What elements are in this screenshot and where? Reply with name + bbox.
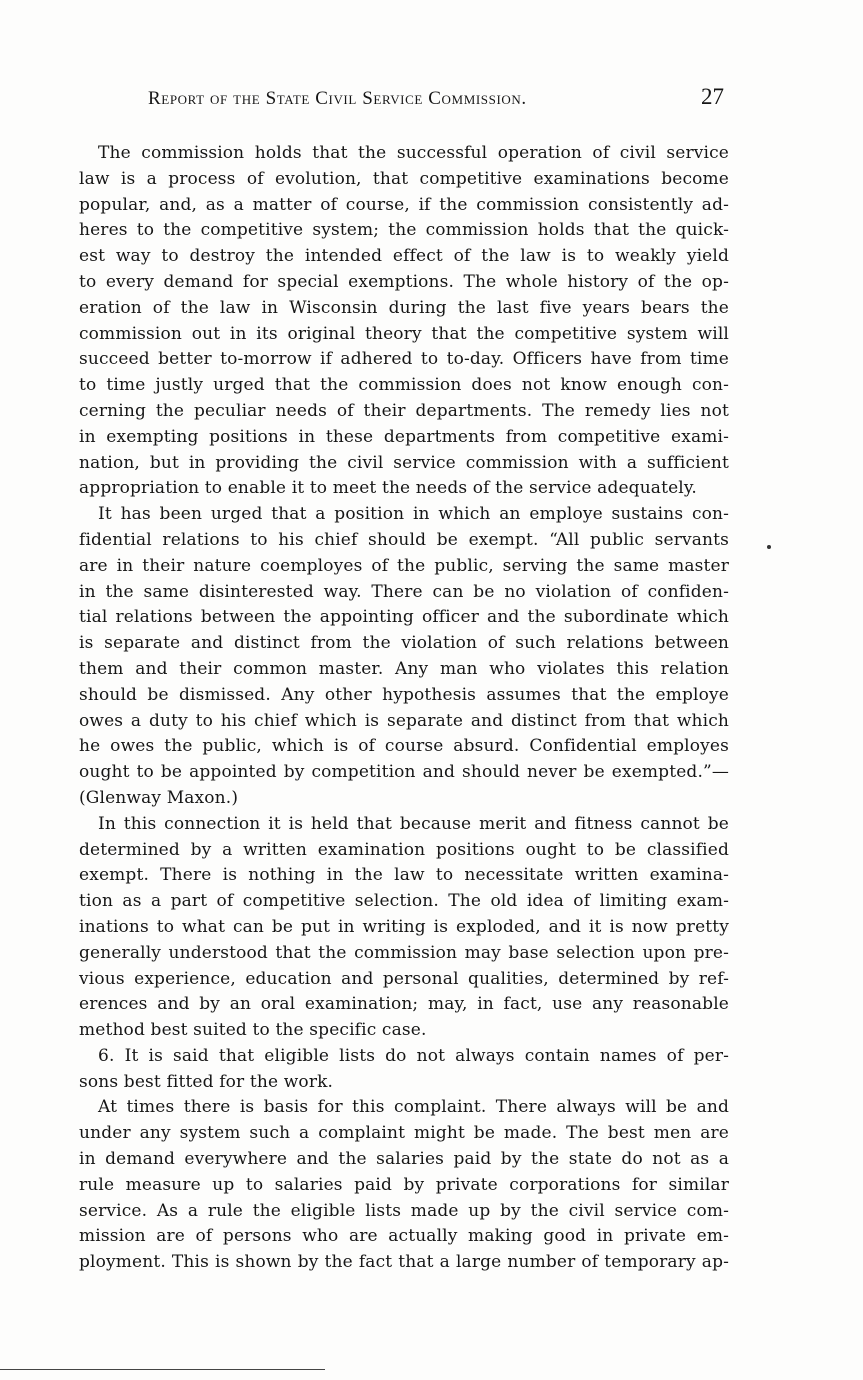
text-line: ought to be appointed by competition and should never be exempted.”— — [79, 762, 729, 783]
text-line: The commission holds that the successful operation of civil service — [98, 143, 729, 163]
text-line: ployment. This is shown by the fact that a large number of temporary ap- — [79, 1252, 729, 1273]
text-line: he owes the public, which is of course absurd. Confidential employes — [79, 736, 729, 757]
page-number: 27 — [701, 84, 724, 109]
text-line: mission are of persons who are actually making good in private em- — [79, 1226, 729, 1247]
paragraph-5 — [79, 1095, 729, 1276]
paragraph-2 — [79, 502, 729, 812]
text-line: est way to destroy the intended effect of the law is to weakly yield — [79, 246, 729, 267]
text-line: tion as a part of competitive selection. The old idea of limiting exam- — [79, 891, 729, 912]
running-head: Report of the State Civil Service Commission. — [148, 88, 527, 109]
text-line: sons best fitted for the work. — [79, 1071, 334, 1092]
text-line: nation, but in providing the civil service commission with a sufficient — [79, 452, 729, 473]
text-line: eration of the law in Wisconsin during the last five years bears the — [79, 297, 729, 318]
text-line: to every demand for special exemptions. The whole history of the op- — [79, 271, 729, 292]
text-line: heres to the competitive system; the commission holds that the quick- — [79, 220, 729, 241]
text-line: method best suited to the specific case. — [79, 1020, 427, 1041]
text-line: determined by a written examination positions ought to be classified — [79, 839, 729, 860]
text-line: should be dismissed. Any other hypothesis assumes that the employe — [79, 684, 729, 705]
text-line: popular, and, as a matter of course, if the commission consistently ad- — [79, 194, 729, 215]
text-line: exempt. There is nothing in the law to necessitate written examina- — [79, 865, 729, 886]
text-line: succeed better to-morrow if adhered to to-day. Officers have from time — [79, 349, 729, 370]
text-line: them and their common master. Any man who violates this relation — [79, 658, 729, 679]
text-line: inations to what can be put in writing is exploded, and it is now pretty — [79, 916, 729, 937]
text-line: fidential relations to his chief should be exempt. “All public servants — [79, 529, 729, 550]
body-text — [79, 141, 729, 1276]
text-line: tial relations between the appointing officer and the subordinate which — [79, 607, 729, 628]
text-line: commission out in its original theory that the competitive system will — [79, 323, 729, 344]
text-line: to time justly urged that the commission does not know enough con- — [79, 375, 729, 396]
text-line: rule measure up to salaries paid by private corporations for similar — [79, 1174, 729, 1195]
text-line: in the same disinterested way. There can be no violation of confiden- — [79, 581, 729, 602]
text-line: At times there is basis for this complaint. There always will be and — [98, 1097, 729, 1118]
text-line: law is a process of evolution, that competitive examinations become — [79, 168, 729, 189]
text-line: erences and by an oral examination; may, in fact, use any reasonable — [79, 994, 729, 1015]
text-line: under any system such a complaint might be made. The best men are — [79, 1123, 729, 1144]
text-line: in exempting positions in these departments from competitive exami- — [79, 426, 729, 447]
text-line: generally understood that the commission may base selection upon pre- — [79, 942, 729, 963]
text-line: is separate and distinct from the violation of such relations between — [79, 633, 729, 654]
text-line: owes a duty to his chief which is separate and distinct from that which — [79, 710, 729, 731]
text-line: (Glenway Maxon.) — [79, 787, 239, 808]
paragraph-3 — [79, 812, 729, 1044]
page-header — [148, 84, 728, 120]
text-line: cerning the peculiar needs of their departments. The remedy lies not — [79, 400, 729, 421]
text-line: in demand everywhere and the salaries paid by the state do not as a — [79, 1149, 729, 1170]
bottom-rule — [0, 1369, 325, 1370]
text-line: appropriation to enable it to meet the needs of the service adequately. — [79, 478, 697, 499]
text-line: In this connection it is held that because merit and fitness cannot be — [98, 813, 729, 834]
paragraph-4 — [79, 1044, 729, 1096]
text-line: It has been urged that a position in which an employe sustains con- — [98, 504, 729, 525]
paragraph-1 — [79, 141, 729, 502]
text-line: are in their nature coemployes of the public, serving the same master — [79, 555, 729, 576]
text-line: 6. It is said that eligible lists do not always contain names of per- — [98, 1045, 729, 1066]
ink-speck — [767, 545, 771, 549]
text-line: service. As a rule the eligible lists made up by the civil service com- — [79, 1200, 729, 1221]
text-line: vious experience, education and personal qualities, determined by ref- — [79, 968, 729, 989]
